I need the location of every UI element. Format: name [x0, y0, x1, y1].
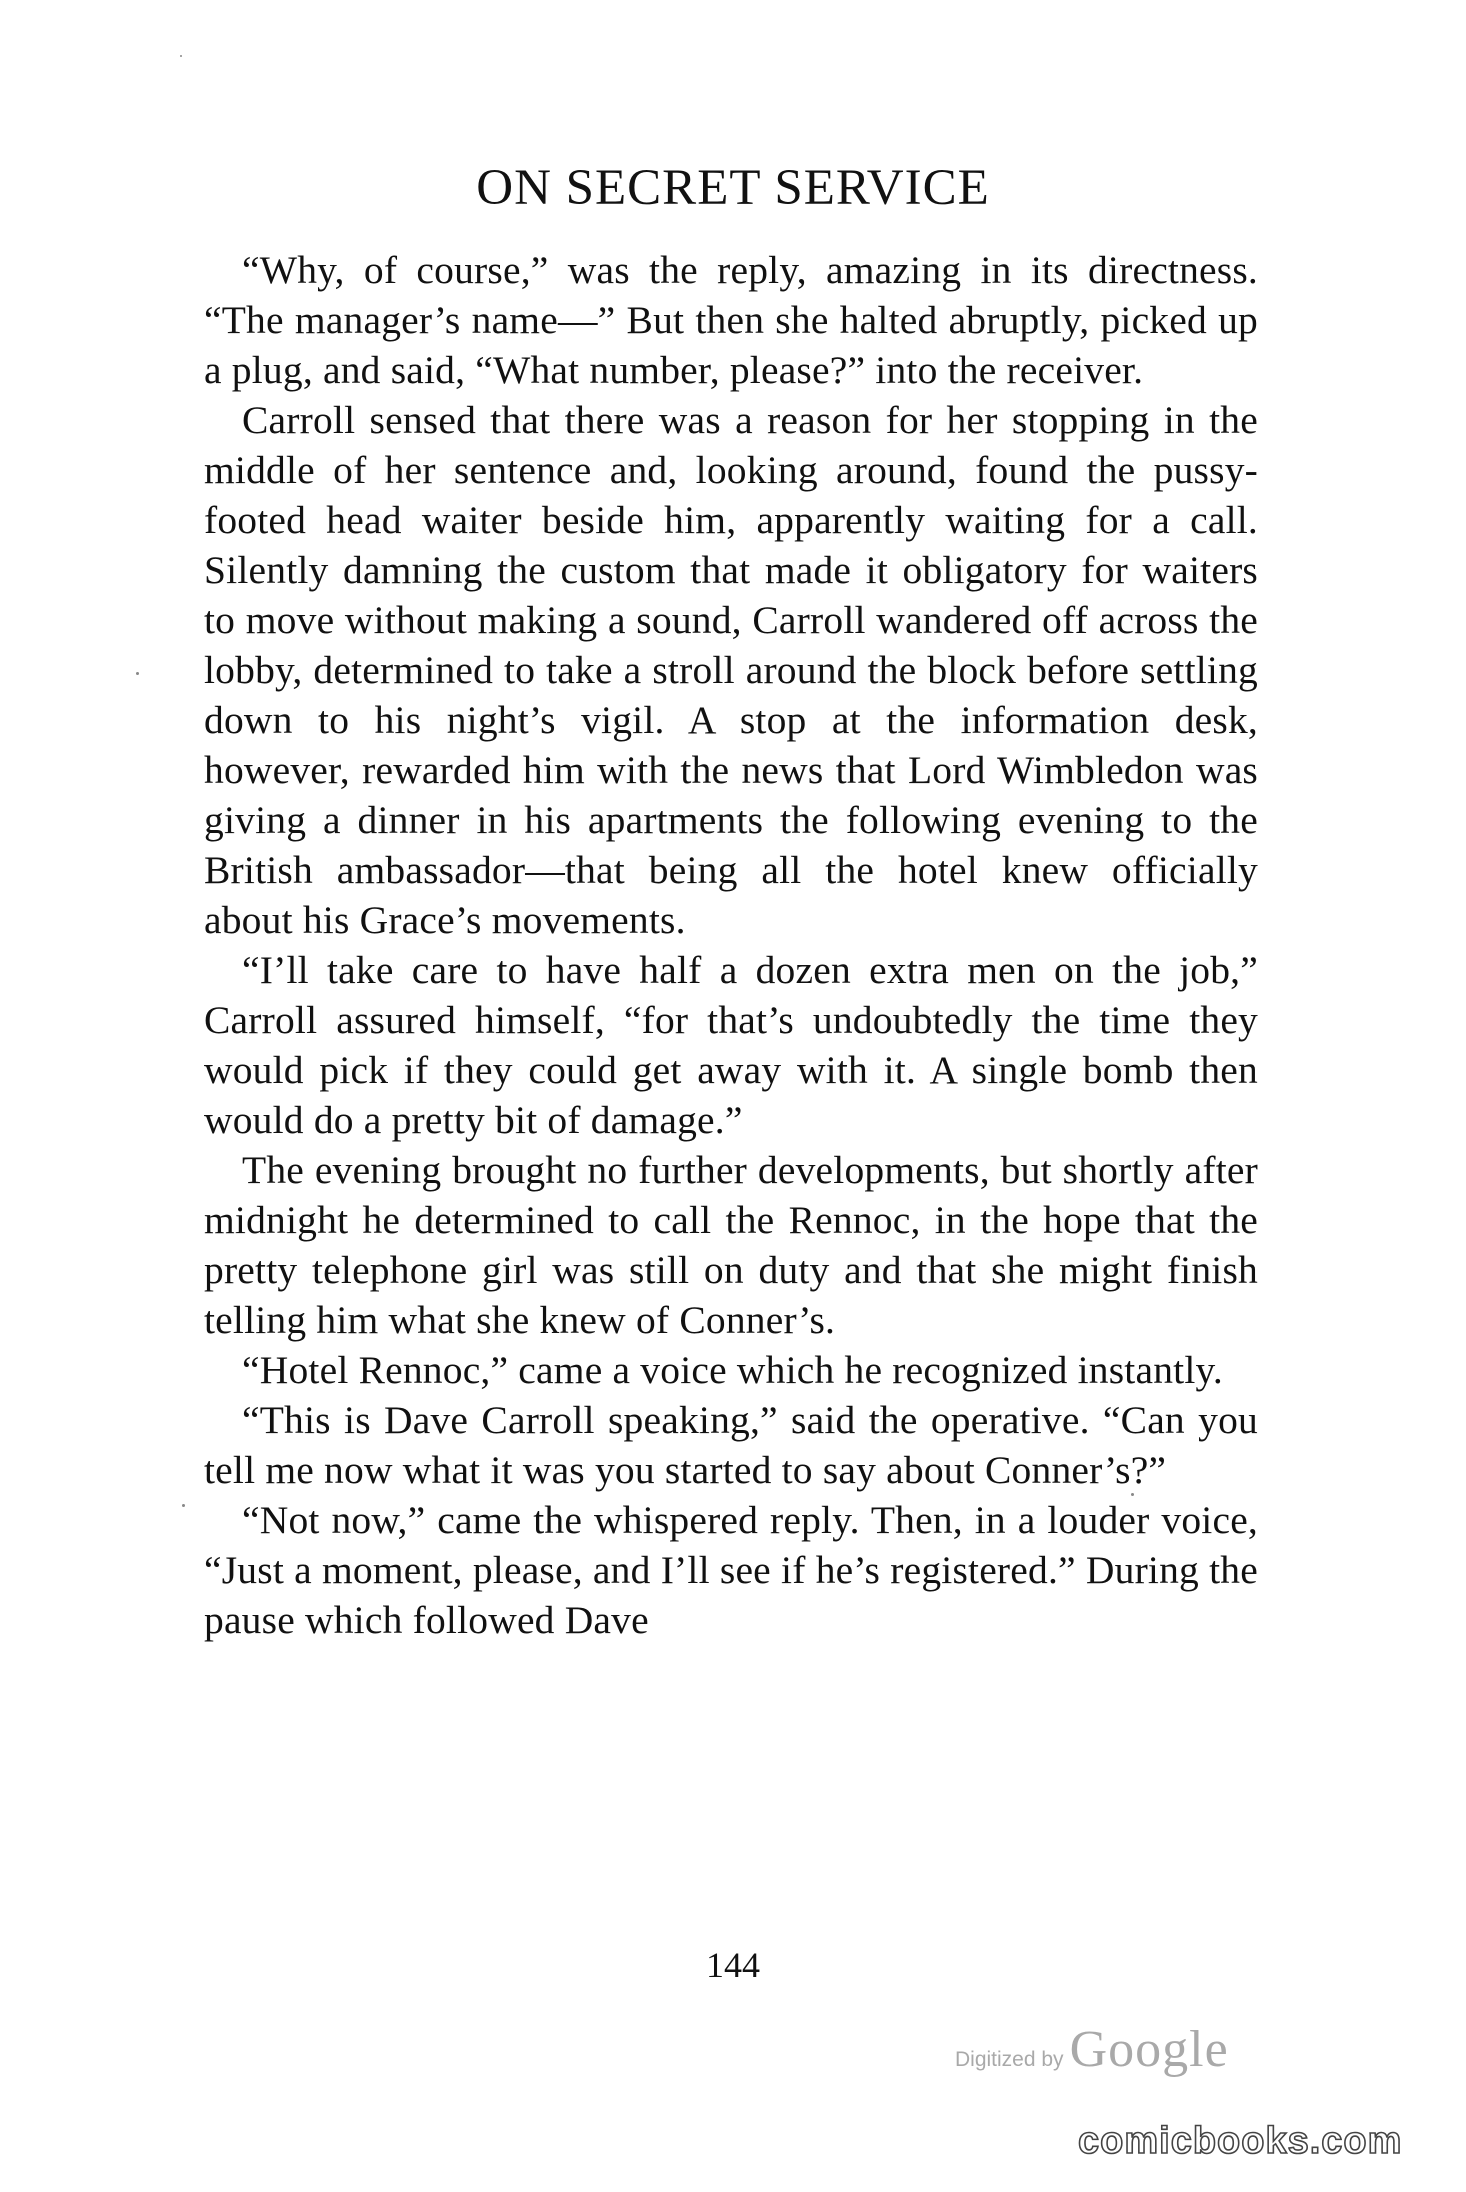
paragraph: “I’ll take care to have half a dozen extra men on the job,” Carroll assured himself, “for that’s undoubtedly the time they would pick if they could get away with it. A single bomb then would do a pretty bit of damage.”: [204, 948, 1258, 1142]
digitized-by-mark: [955, 2020, 1275, 2080]
paragraph: “Hotel Rennoc,” came a voice which he recognized instantly.: [242, 1348, 1223, 1392]
page-number: 144: [706, 1945, 760, 1985]
paragraph: “Why, of course,” was the reply, amazing in its directness. “The manager’s name—” But then she halted abruptly, picked up a plug, and said, “What number, please?” into the receiver.: [204, 248, 1258, 392]
scan-speck: [182, 1504, 185, 1507]
paragraph: “Not now,” came the whispered reply. Then, in a louder voice, “Just a moment, please, and I’ll see if he’s registered.” During the pause which followed Dave: [204, 1498, 1258, 1642]
site-watermark: comicbooks.com: [1078, 2120, 1403, 2162]
scan-speck: [180, 55, 182, 57]
body-text: [204, 245, 1258, 1645]
scan-speck: [1131, 1493, 1134, 1496]
paragraph: “This is Dave Carroll speaking,” said the operative. “Can you tell me now what it was you started to say about Conner’s?”: [204, 1398, 1258, 1492]
running-head: ON SECRET SERVICE: [476, 160, 990, 216]
digitized-by-brand: Google: [1069, 2021, 1229, 2078]
digitized-by-prefix: Digitized by: [955, 2048, 1064, 2071]
paragraph: Carroll sensed that there was a reason for her stopping in the middle of her sentence and, looking around, found the pussy-footed head waiter beside him, apparently waiting for a call. Silently damning the custom that made it obligatory for waiters to move without making a sound, Carroll wandered off across the lobby, determined to take a stroll around the block before settling down to his night’s vigil. A stop at the information desk, however, rewarded him with the news that Lord Wimbledon was giving a dinner in his apartments the following evening to the British ambassador—that being all the hotel knew officially about his Grace’s movements.: [204, 398, 1258, 942]
paragraph: The evening brought no further developments, but shortly after midnight he determined to call the Rennoc, in the hope that the pretty telephone girl was still on duty and that she might finish telling him what she knew of Conner’s.: [204, 1148, 1258, 1342]
scan-speck: [136, 672, 139, 675]
